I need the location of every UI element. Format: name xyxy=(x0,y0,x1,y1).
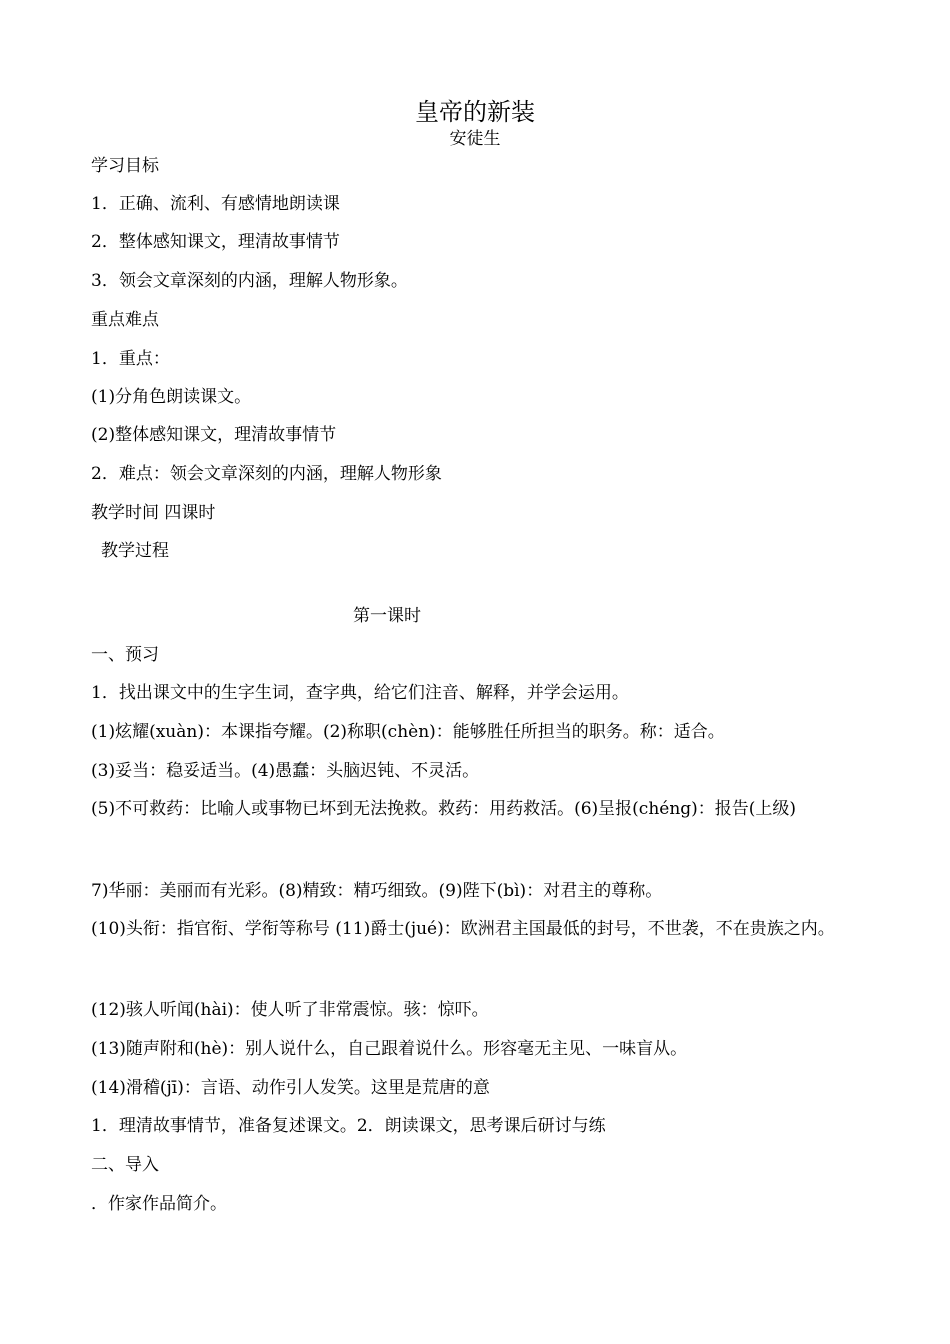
intro-item: ．作家作品简介。 xyxy=(91,1194,227,1214)
teaching-time: 教学时间 四课时 xyxy=(91,503,216,523)
difficulty-point: 2．难点：领会文章深刻的内涵，理解人物形象 xyxy=(91,464,442,484)
section-heading: 二、导入 xyxy=(91,1155,159,1175)
vocab-item: (5)不可救药：比喻人或事物已坏到无法挽救。救药：用药救活。(6)呈报(chéng)：报告(上级) xyxy=(91,799,797,819)
task-item: 1．找出课文中的生字生词，查字典，给它们注音、解释，并学会运用。 xyxy=(91,683,629,703)
objective-item: 1．正确、流利、有感情地朗读课 xyxy=(91,194,340,214)
key-heading: 重点难点 xyxy=(91,310,159,330)
key-sub-item: (2)整体感知课文，理清故事情节 xyxy=(91,425,337,445)
vocab-item: (12)骇人听闻(hài)：使人听了非常震惊。骇：惊吓。 xyxy=(91,1000,489,1020)
section-heading: 一、预习 xyxy=(91,645,159,665)
vocab-item: (14)滑稽(jī)：言语、动作引人发笑。这里是荒唐的意 xyxy=(91,1078,490,1098)
vocab-item: (3)妥当：稳妥适当。(4)愚蠢：头脑迟钝、不灵活。 xyxy=(91,761,480,781)
objective-item: 3．领会文章深刻的内涵，理解人物形象。 xyxy=(91,271,408,291)
key-sub-item: (1)分角色朗读课文。 xyxy=(91,387,252,407)
task-item: 1．理清故事情节，准备复述课文。2．朗读课文，思考课后研讨与练 xyxy=(91,1116,606,1136)
objectives-heading: 学习目标 xyxy=(91,156,159,176)
document-author: 安徒生 xyxy=(449,129,501,149)
vocab-item: (13)随声附和(hè)：别人说什么，自己跟着说什么。形容毫无主见、一味盲从。 xyxy=(91,1039,688,1059)
key-point: 1．重点： xyxy=(91,349,170,369)
teaching-process: 教学过程 xyxy=(101,541,169,561)
objective-item: 2．整体感知课文，理清故事情节 xyxy=(91,232,340,252)
vocab-item: (10)头衔：指官衔、学衔等称号 (11)爵士(jué)：欧洲君主国最低的封号，不世袭，不在贵族之内。 xyxy=(91,919,835,939)
document-title: 皇帝的新装 xyxy=(415,98,535,126)
vocab-item: 7)华丽：美丽而有光彩。(8)精致：精巧细致。(9)陛下(bì)：对君主的尊称。 xyxy=(91,881,663,901)
vocab-item: (1)炫耀(xuàn)：本课指夸耀。(2)称职(chèn)：能够胜任所担当的职务。称：适合。 xyxy=(91,722,725,742)
lesson-title: 第一课时 xyxy=(353,606,421,626)
